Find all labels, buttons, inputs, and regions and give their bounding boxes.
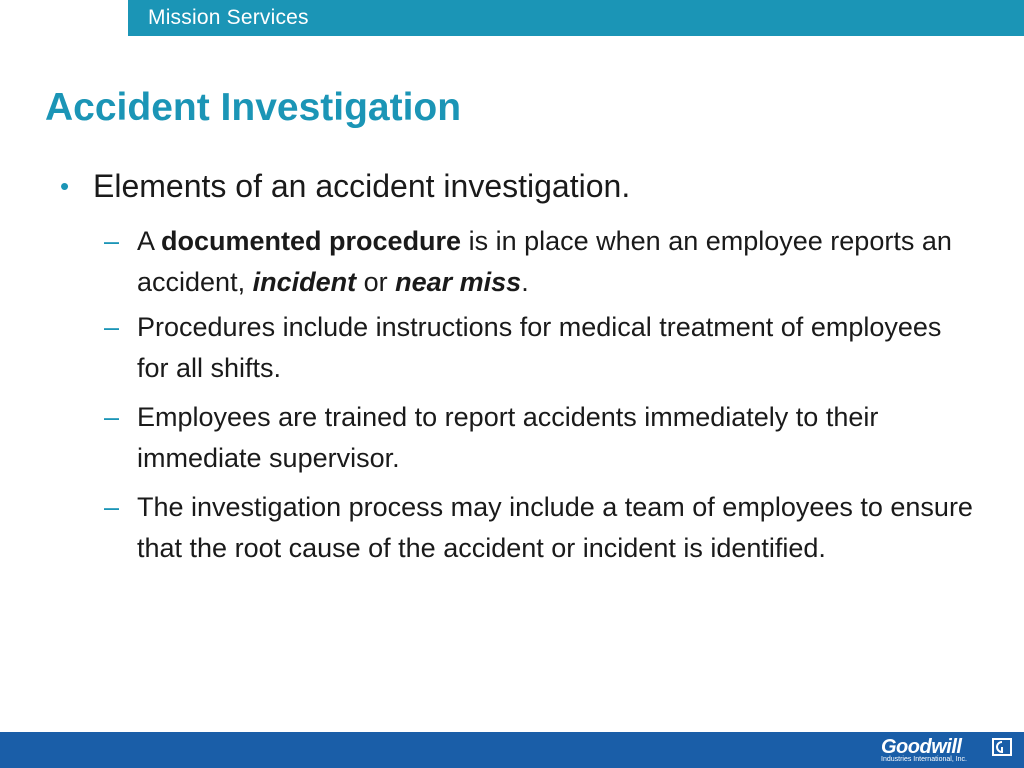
section-label: Mission Services — [148, 6, 309, 29]
bullet-dot-icon: • — [60, 171, 70, 201]
slide-title: Accident Investigation — [45, 86, 462, 129]
subpoint-text: Employees are trained to report accidents immediately to their immediate supervisor. — [137, 402, 879, 473]
header-bar — [0, 0, 1024, 36]
dash-icon: – — [104, 312, 120, 342]
logo-wordmark: Goodwill — [881, 736, 962, 758]
subpoint-text: The investigation process may include a team of employees to ensure that the root cause of the accident or incident is identified. — [137, 492, 973, 563]
goodwill-logo — [881, 736, 1016, 766]
subpoint-1 — [104, 221, 974, 303]
logo-subtitle: Industries International, Inc. — [881, 756, 967, 763]
header-blank-block — [0, 0, 128, 36]
dash-icon: – — [104, 492, 120, 522]
main-bullet-text: Elements of an accident investigation. — [93, 168, 631, 204]
dash-icon: – — [104, 226, 120, 256]
subpoint-2 — [104, 307, 974, 389]
subpoint-text: Procedures include instructions for medical treatment of employees for all shifts. — [137, 312, 942, 383]
subpoint-3 — [104, 397, 974, 479]
dash-icon: – — [104, 402, 120, 432]
footer-bar — [0, 732, 1024, 768]
subpoint-text: A documented procedure is in place when an employee reports an accident, incident or near miss. — [137, 226, 952, 297]
subpoint-4 — [104, 487, 974, 569]
goodwill-smile-icon — [992, 738, 1012, 756]
